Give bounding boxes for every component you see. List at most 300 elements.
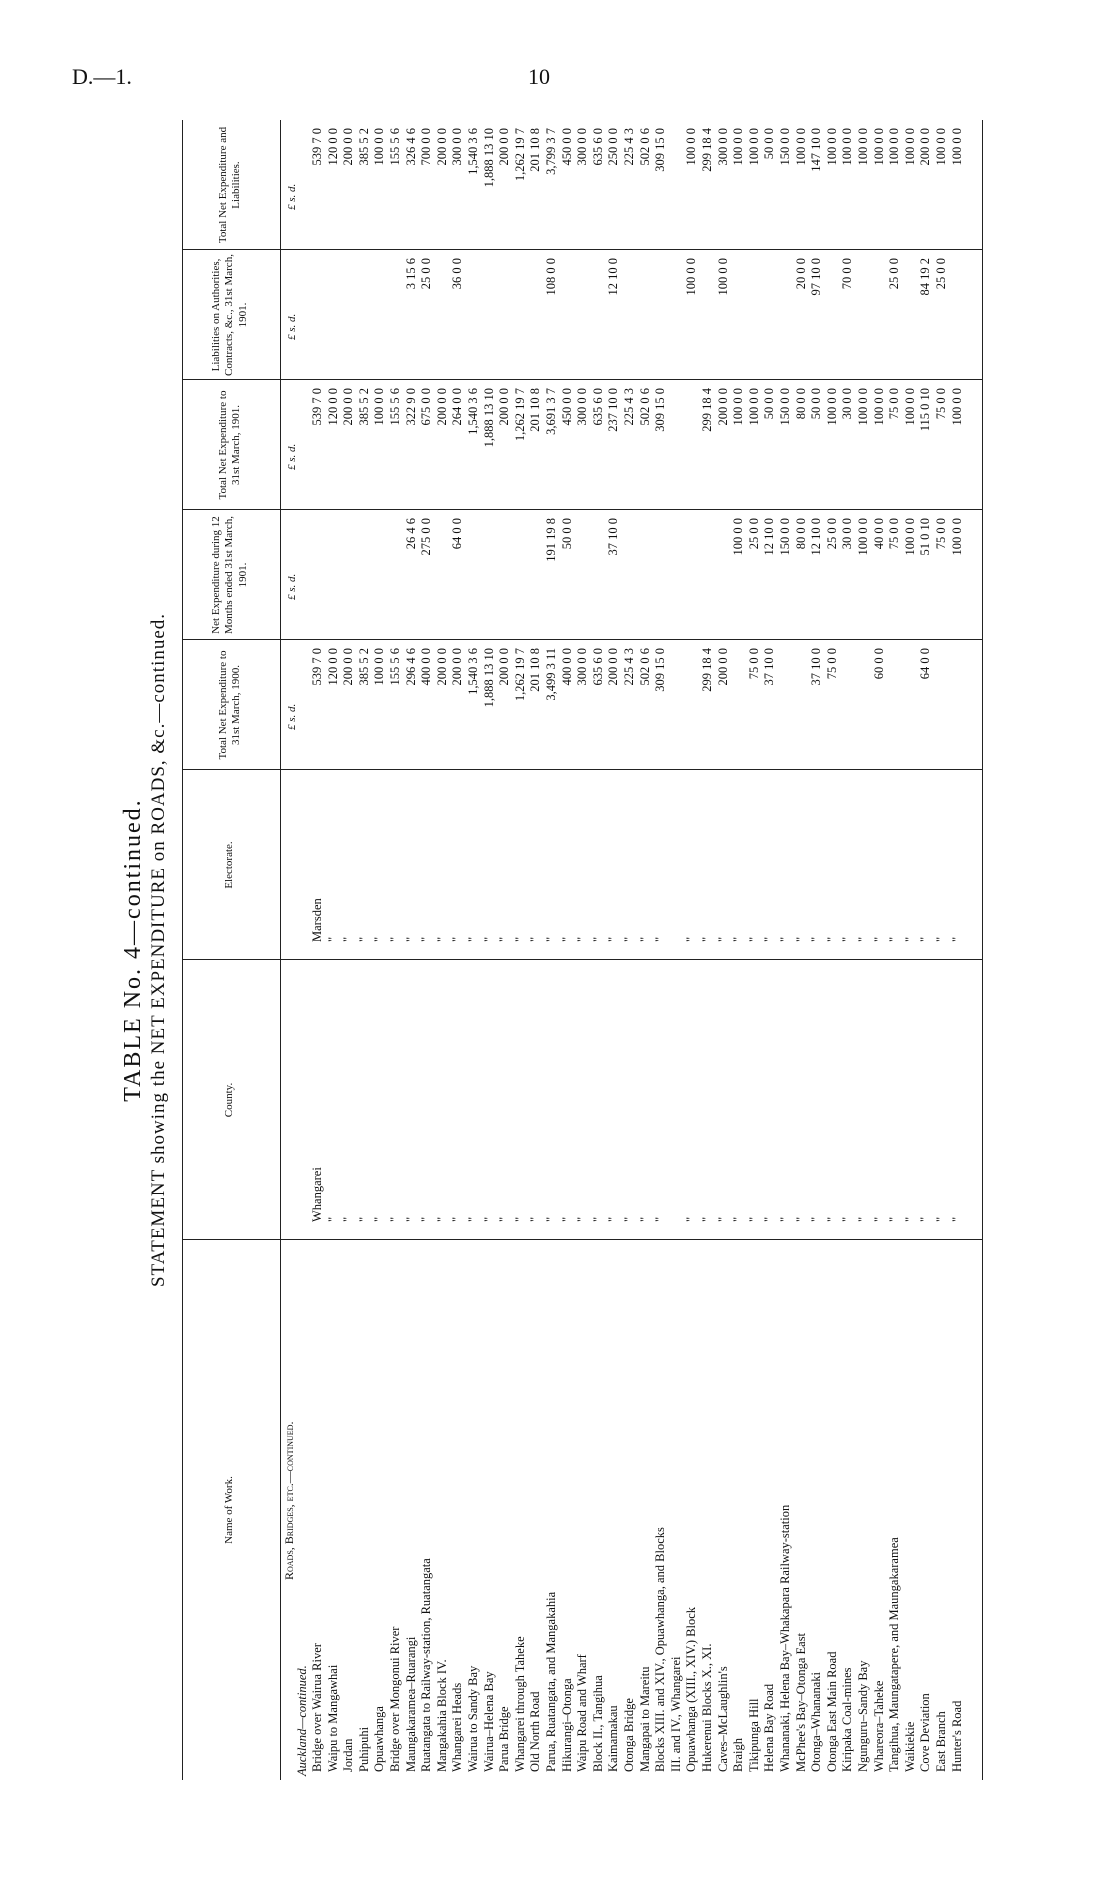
- table-row: [716, 120, 732, 1780]
- amount-liab: 12 10 0: [606, 258, 621, 296]
- county-cell: ": [512, 1216, 527, 1222]
- county-cell: ": [700, 1216, 714, 1222]
- amount-e1901: 100 0 0: [856, 388, 870, 426]
- amount-e1900: 64 0 0: [918, 648, 933, 680]
- electorate-cell: ": [388, 936, 402, 942]
- amount-e12: 75 0 0: [934, 518, 948, 550]
- electorate-cell: ": [793, 936, 808, 942]
- amount-e1901: 200 0 0: [715, 388, 730, 426]
- amount-e1901: 100 0 0: [902, 388, 917, 426]
- amount-e1900: 400 0 0: [419, 648, 434, 686]
- work-name: Ruatangata to Railway-station, Ruatangata: [419, 1558, 434, 1772]
- amount-e1901: 225 4 3: [622, 388, 636, 426]
- amount-e1900: 200 0 0: [715, 648, 730, 686]
- amount-tot: 100 0 0: [902, 128, 917, 166]
- work-name: III. and IV., Whangarei: [668, 1656, 683, 1772]
- header-expenditure-1900: Total Net Expenditure to 31st March, 1900.: [216, 650, 242, 760]
- table-row: [809, 120, 825, 1780]
- electorate-cell: ": [372, 936, 387, 942]
- amount-liab: 97 10 0: [809, 258, 824, 296]
- amount-tot: 100 0 0: [372, 128, 387, 166]
- header-rule: [280, 120, 281, 1780]
- table-row: [856, 120, 872, 1780]
- county-cell: ": [793, 1216, 808, 1222]
- rotated-table-area: [120, 120, 990, 1780]
- amount-tot: 300 0 0: [450, 128, 465, 166]
- amount-e1901: 1,888 13 10: [481, 388, 496, 448]
- work-name: Bridge over Wairua River: [310, 1643, 324, 1772]
- work-name: Hikurangi–Otonga: [559, 1678, 574, 1772]
- amount-liab: 70 0 0: [840, 258, 855, 290]
- table-row: [887, 120, 903, 1780]
- electorate-cell: ": [684, 936, 699, 942]
- table-row: [450, 120, 466, 1780]
- amount-e1901: 309 15 0: [653, 388, 668, 432]
- county-cell: ": [575, 1216, 590, 1222]
- amount-tot: 50 0 0: [762, 128, 777, 160]
- amount-e1901: 100 0 0: [824, 388, 839, 426]
- amount-tot: 100 0 0: [746, 128, 761, 166]
- county-cell: ": [715, 1216, 730, 1222]
- county-cell: ": [419, 1216, 434, 1222]
- work-name: Braigh: [731, 1737, 746, 1772]
- amount-e1900: 225 4 3: [622, 648, 636, 686]
- table-row: [544, 120, 560, 1780]
- county-cell: ": [809, 1216, 824, 1222]
- amount-liab: 100 0 0: [715, 258, 730, 296]
- work-name: Whangarei Heads: [450, 1682, 465, 1772]
- amount-e12: 30 0 0: [840, 518, 855, 550]
- amount-e12: 275 0 0: [419, 518, 434, 556]
- amount-tot: 100 0 0: [793, 128, 808, 166]
- amount-tot: 200 0 0: [341, 128, 356, 166]
- county-cell: ": [746, 1216, 761, 1222]
- table-row: [372, 120, 388, 1780]
- county-cell: ": [466, 1216, 480, 1222]
- table-subtitle: STATEMENT showing the NET EXPENDITURE on ROADS, &c.—continued.: [148, 612, 169, 1288]
- county-cell: ": [778, 1216, 792, 1222]
- amount-e12: 12 10 0: [762, 518, 777, 556]
- county-cell: ": [840, 1216, 855, 1222]
- table-row: [591, 120, 607, 1780]
- electorate-cell: ": [871, 936, 886, 942]
- work-name: East Branch: [934, 1711, 948, 1772]
- amount-e1900: 1,888 13 10: [481, 648, 496, 708]
- amount-liab: 84 19 2: [918, 258, 933, 296]
- header-total: Total Net Expenditure and Liabilities.: [216, 126, 242, 244]
- amount-e1901: 264 0 0: [450, 388, 465, 426]
- amount-tot: 120 0 0: [325, 128, 340, 166]
- table-row: [653, 120, 669, 1780]
- amount-e1901: 502 0 6: [637, 388, 652, 426]
- amount-e1901: 450 0 0: [559, 388, 574, 426]
- county-cell: ": [762, 1216, 777, 1222]
- electorate-cell: ": [762, 936, 777, 942]
- table-row: [560, 120, 576, 1780]
- document-reference: D.—1.: [72, 64, 132, 89]
- amount-tot: 299 18 4: [700, 128, 714, 172]
- amount-e12: 50 0 0: [559, 518, 574, 550]
- county-cell: ": [497, 1216, 512, 1222]
- amount-tot: 100 0 0: [824, 128, 839, 166]
- table-bottom-rule: [982, 120, 983, 1780]
- header-liabilities: Liabilities on Authorities, Contracts, &c., 31st March, 1901.: [210, 254, 249, 376]
- electorate-cell: ": [856, 936, 870, 942]
- amount-tot: 201 10 8: [528, 128, 543, 172]
- work-name: Mangakahia Block IV.: [434, 1659, 449, 1772]
- amount-liab: 25 0 0: [934, 258, 948, 290]
- county-cell: ": [590, 1216, 605, 1222]
- header-county: County.: [223, 1082, 236, 1118]
- county-cell: ": [934, 1216, 948, 1222]
- amount-tot: 385 5 2: [356, 128, 371, 166]
- amount-e1900: 200 0 0: [497, 648, 512, 686]
- electorate-cell: ": [356, 936, 371, 942]
- work-name: Whareora–Taheke: [871, 1680, 886, 1772]
- amount-e12: 150 0 0: [778, 518, 792, 556]
- table-row: [840, 120, 856, 1780]
- amount-tot: 100 0 0: [934, 128, 948, 166]
- work-name: Hukerenui Blocks X., XI.: [700, 1643, 714, 1772]
- electorate-cell: Marsden: [310, 898, 324, 942]
- amount-e1901: 200 0 0: [341, 388, 356, 426]
- electorate-cell: ": [450, 936, 465, 942]
- work-name: Hunter's Road: [949, 1700, 964, 1772]
- header-electorate: Electorate.: [223, 841, 236, 889]
- electorate-cell: ": [528, 936, 543, 942]
- amount-e12: 191 19 8: [544, 518, 558, 562]
- work-name: Whananaki, Helena Bay–Whakapara Railway-station: [778, 1504, 792, 1772]
- work-name: Blocks XIII. and XIV., Opuawhanga, and Blocks: [653, 1527, 668, 1772]
- electorate-cell: ": [700, 936, 714, 942]
- amount-tot: 3,799 3 7: [544, 128, 558, 175]
- electorate-cell: ": [746, 936, 761, 942]
- electorate-cell: ": [637, 936, 652, 942]
- amount-tot: 450 0 0: [559, 128, 574, 166]
- table-row: [575, 120, 591, 1780]
- amount-liab: 100 0 0: [684, 258, 699, 296]
- work-name: Otonga East Main Road: [824, 1651, 839, 1772]
- county-cell: ": [731, 1216, 746, 1222]
- amount-e1900: 201 10 8: [528, 648, 543, 692]
- amount-tot: 1,540 3 6: [466, 128, 480, 175]
- county-cell: ": [902, 1216, 917, 1222]
- table-row: [700, 120, 716, 1780]
- work-name: Kaimamakau: [606, 1705, 621, 1772]
- amount-liab: 3 15 6: [403, 258, 418, 290]
- amount-e12: 12 10 0: [809, 518, 824, 556]
- work-name: Otonga–Whananaki: [809, 1672, 824, 1772]
- electorate-cell: ": [778, 936, 792, 942]
- amount-e1900: 400 0 0: [559, 648, 574, 686]
- work-name: Tikipunga Hill: [746, 1698, 761, 1772]
- amount-e1901: 80 0 0: [793, 388, 808, 420]
- table-row: [497, 120, 513, 1780]
- work-name: Parua Bridge: [497, 1706, 512, 1772]
- amount-e1900: 75 0 0: [746, 648, 761, 680]
- amount-e12: 75 0 0: [887, 518, 902, 550]
- electorate-cell: ": [887, 936, 902, 942]
- table-row: [528, 120, 544, 1780]
- amount-tot: 225 4 3: [622, 128, 636, 166]
- amount-e1900: 635 6 0: [590, 648, 605, 686]
- county-cell: ": [341, 1216, 356, 1222]
- amount-tot: 1,888 13 10: [481, 128, 496, 188]
- amount-e1900: 120 0 0: [325, 648, 340, 686]
- work-name: Old North Road: [528, 1691, 543, 1772]
- electorate-cell: ": [606, 936, 621, 942]
- electorate-cell: ": [325, 936, 340, 942]
- county-cell: ": [606, 1216, 621, 1222]
- amount-e1900: 75 0 0: [824, 648, 839, 680]
- electorate-cell: ": [575, 936, 590, 942]
- table-row: [918, 120, 934, 1780]
- amount-e1900: 299 18 4: [700, 648, 714, 692]
- table-row: [482, 120, 498, 1780]
- table-row: [622, 120, 638, 1780]
- county-cell: ": [949, 1216, 964, 1222]
- amount-tot: 250 0 0: [606, 128, 621, 166]
- amount-tot: 100 0 0: [887, 128, 902, 166]
- electorate-cell: ": [902, 936, 917, 942]
- table-row: [466, 120, 482, 1780]
- amount-liab: 36 0 0: [450, 258, 465, 290]
- table-row: [513, 120, 529, 1780]
- amount-e1901: 150 0 0: [778, 388, 792, 426]
- amount-e1901: 120 0 0: [325, 388, 340, 426]
- amount-liab: 25 0 0: [887, 258, 902, 290]
- county-cell: ": [325, 1216, 340, 1222]
- table-row: [903, 120, 919, 1780]
- county-cell: ": [481, 1216, 496, 1222]
- work-name: Wairua to Sandy Bay: [466, 1665, 480, 1772]
- amount-tot: 155 5 6: [388, 128, 402, 166]
- electorate-cell: ": [934, 936, 948, 942]
- electorate-cell: ": [403, 936, 418, 942]
- amount-tot: 502 0 6: [637, 128, 652, 166]
- amount-tot: 100 0 0: [840, 128, 855, 166]
- county-cell: ": [372, 1216, 387, 1222]
- amount-tot: 100 0 0: [871, 128, 886, 166]
- amount-e1901: 299 18 4: [700, 388, 714, 432]
- amount-e1900: 1,262 19 7: [512, 648, 527, 702]
- work-name: Waipu to Mangawhai: [325, 1664, 340, 1772]
- table-row: [388, 120, 404, 1780]
- county-cell: ": [856, 1216, 870, 1222]
- amount-tot: 147 10 0: [809, 128, 824, 172]
- electorate-cell: ": [840, 936, 855, 942]
- table-row: [950, 120, 966, 1780]
- county-cell: ": [824, 1216, 839, 1222]
- electorate-cell: ": [918, 936, 933, 942]
- amount-e1901: 3,691 3 7: [544, 388, 558, 435]
- table-row: [778, 120, 794, 1780]
- county-cell: ": [918, 1216, 933, 1222]
- amount-e12: 100 0 0: [902, 518, 917, 556]
- work-name: Parua, Ruatangata, and Mangakahia: [544, 1591, 558, 1772]
- amount-e1900: 200 0 0: [606, 648, 621, 686]
- electorate-cell: ": [419, 936, 434, 942]
- work-name: Caves–McLaughlin's: [715, 1666, 730, 1772]
- amount-e12: 26 4 6: [403, 518, 418, 550]
- amount-liab: 108 0 0: [544, 258, 558, 296]
- amount-tot: 150 0 0: [778, 128, 792, 166]
- electorate-cell: ": [481, 936, 496, 942]
- amount-e1901: 1,262 19 7: [512, 388, 527, 442]
- amount-liab: 20 0 0: [793, 258, 808, 290]
- amount-e1901: 75 0 0: [934, 388, 948, 420]
- amount-e1900: 37 10 0: [762, 648, 777, 686]
- work-name: Whangarei through Taheke: [512, 1636, 527, 1772]
- county-cell: ": [450, 1216, 465, 1222]
- table-row: [762, 120, 778, 1780]
- amount-e1901: 635 6 0: [590, 388, 605, 426]
- amount-tot: 100 0 0: [856, 128, 870, 166]
- county-cell: ": [388, 1216, 402, 1222]
- amount-e1900: 100 0 0: [372, 648, 387, 686]
- amount-e1901: 1,540 3 6: [466, 388, 480, 435]
- amount-e1901: 100 0 0: [731, 388, 746, 426]
- county-cell: Whangarei: [310, 1167, 324, 1222]
- header-expenditure-12-months: Net Expenditure during 12 Months ended 31st March, 1901.: [210, 516, 249, 634]
- amount-e1901: 322 9 0: [403, 388, 418, 426]
- electorate-cell: ": [497, 936, 512, 942]
- table-row: [435, 120, 451, 1780]
- amount-e1900: 385 5 2: [356, 648, 371, 686]
- table-row: [419, 120, 435, 1780]
- table-row: [638, 120, 654, 1780]
- county-cell: ": [653, 1216, 668, 1222]
- electorate-cell: ": [466, 936, 480, 942]
- amount-e1900: 37 10 0: [809, 648, 824, 686]
- unit-label: £ s. d.: [286, 443, 298, 470]
- county-cell: ": [887, 1216, 902, 1222]
- unit-label: £ s. d.: [286, 703, 298, 730]
- table-row: [684, 120, 700, 1780]
- amount-e12: 37 10 0: [606, 518, 621, 556]
- amount-e12: 51 0 10: [918, 518, 933, 556]
- amount-e1901: 115 0 10: [918, 388, 933, 432]
- amount-e1901: 675 0 0: [419, 388, 434, 426]
- header-work: Name of Work.: [223, 1476, 236, 1544]
- unit-label: £ s. d.: [286, 183, 298, 210]
- work-name: Opuawhanga: [372, 1706, 387, 1772]
- electorate-cell: ": [622, 936, 636, 942]
- header-expenditure-1901: Total Net Expenditure to 31st March, 1901.: [216, 390, 242, 500]
- amount-e1900: 539 7 0: [310, 648, 324, 686]
- amount-e1900: 3,499 3 11: [544, 648, 558, 701]
- county-cell: ": [528, 1216, 543, 1222]
- work-name: Tangihua, Maungatapere, and Maungakaramea: [887, 1537, 902, 1772]
- county-cell: ": [356, 1216, 371, 1222]
- county-cell: ": [622, 1216, 636, 1222]
- work-name: Helena Bay Road: [762, 1683, 777, 1772]
- amount-e12: 100 0 0: [856, 518, 870, 556]
- amount-e1900: 502 0 6: [637, 648, 652, 686]
- amount-tot: 200 0 0: [918, 128, 933, 166]
- amount-tot: 539 7 0: [310, 128, 324, 166]
- table-row: [825, 120, 841, 1780]
- amount-tot: 300 0 0: [575, 128, 590, 166]
- table-row: [731, 120, 747, 1780]
- work-name: Block II., Tangihua: [590, 1675, 605, 1772]
- county-cell: ": [559, 1216, 574, 1222]
- work-name: Waikiekie: [902, 1721, 917, 1772]
- expenditure-table: [182, 120, 982, 1780]
- amount-e1900: 300 0 0: [575, 648, 590, 686]
- amount-e1901: 100 0 0: [746, 388, 761, 426]
- work-name: Wairua–Helena Bay: [481, 1671, 496, 1772]
- amount-tot: 300 0 0: [715, 128, 730, 166]
- electorate-cell: ": [544, 936, 558, 942]
- electorate-cell: ": [512, 936, 527, 942]
- amount-e1901: 201 10 8: [528, 388, 543, 432]
- amount-e1900: 1,540 3 6: [466, 648, 480, 695]
- amount-e1901: 100 0 0: [949, 388, 964, 426]
- unit-label: £ s. d.: [286, 313, 298, 340]
- amount-e1900: 200 0 0: [450, 648, 465, 686]
- county-cell: ": [434, 1216, 449, 1222]
- amount-e1901: 75 0 0: [887, 388, 902, 420]
- amount-tot: 1,262 19 7: [512, 128, 527, 182]
- amount-e1901: 100 0 0: [871, 388, 886, 426]
- work-name: McPhee's Bay–Otonga East: [793, 1632, 808, 1772]
- work-name: Bridge over Mongonui River: [388, 1626, 402, 1772]
- amount-e12: 64 0 0: [450, 518, 465, 550]
- electorate-cell: ": [590, 936, 605, 942]
- amount-tot: 635 6 0: [590, 128, 605, 166]
- electorate-cell: ": [559, 936, 574, 942]
- table-row: [669, 120, 685, 1780]
- work-name: Opuawhanga (XIII., XIV.) Block: [684, 1606, 699, 1772]
- work-name: Puhipuhi: [356, 1726, 371, 1772]
- amount-tot: 100 0 0: [684, 128, 699, 166]
- work-name: Otonga Bridge: [622, 1698, 636, 1772]
- electorate-cell: ": [809, 936, 824, 942]
- amount-tot: 309 15 0: [653, 128, 668, 172]
- amount-e1901: 237 10 0: [606, 388, 621, 432]
- table-row: [341, 120, 357, 1780]
- table-row: [934, 120, 950, 1780]
- electorate-cell: ": [949, 936, 964, 942]
- page-number: 10: [528, 64, 550, 89]
- amount-liab: 25 0 0: [419, 258, 434, 290]
- amount-e1900: 60 0 0: [871, 648, 886, 680]
- work-name: Ngunguru–Sandy Bay: [856, 1660, 870, 1772]
- amount-e1901: 50 0 0: [809, 388, 824, 420]
- amount-e1900: 155 5 6: [388, 648, 402, 686]
- work-name: Maungakaramea–Ruarangi: [403, 1636, 418, 1772]
- amount-e1900: 200 0 0: [434, 648, 449, 686]
- electorate-cell: ": [434, 936, 449, 942]
- amount-tot: 700 0 0: [419, 128, 434, 166]
- amount-e12: 40 0 0: [871, 518, 886, 550]
- table-row: [357, 120, 373, 1780]
- table-row: [872, 120, 888, 1780]
- work-name: Jordan: [341, 1738, 356, 1772]
- table-row: [404, 120, 420, 1780]
- subsection-title: Auckland—continued.: [295, 1665, 309, 1776]
- county-cell: ": [403, 1216, 418, 1222]
- amount-e1901: 385 5 2: [356, 388, 371, 426]
- amount-tot: 100 0 0: [731, 128, 746, 166]
- amount-e1901: 30 0 0: [840, 388, 855, 420]
- amount-tot: 200 0 0: [497, 128, 512, 166]
- amount-e1901: 155 5 6: [388, 388, 402, 426]
- amount-e1900: 296 4 6: [403, 648, 418, 686]
- county-cell: ": [871, 1216, 886, 1222]
- county-cell: ": [637, 1216, 652, 1222]
